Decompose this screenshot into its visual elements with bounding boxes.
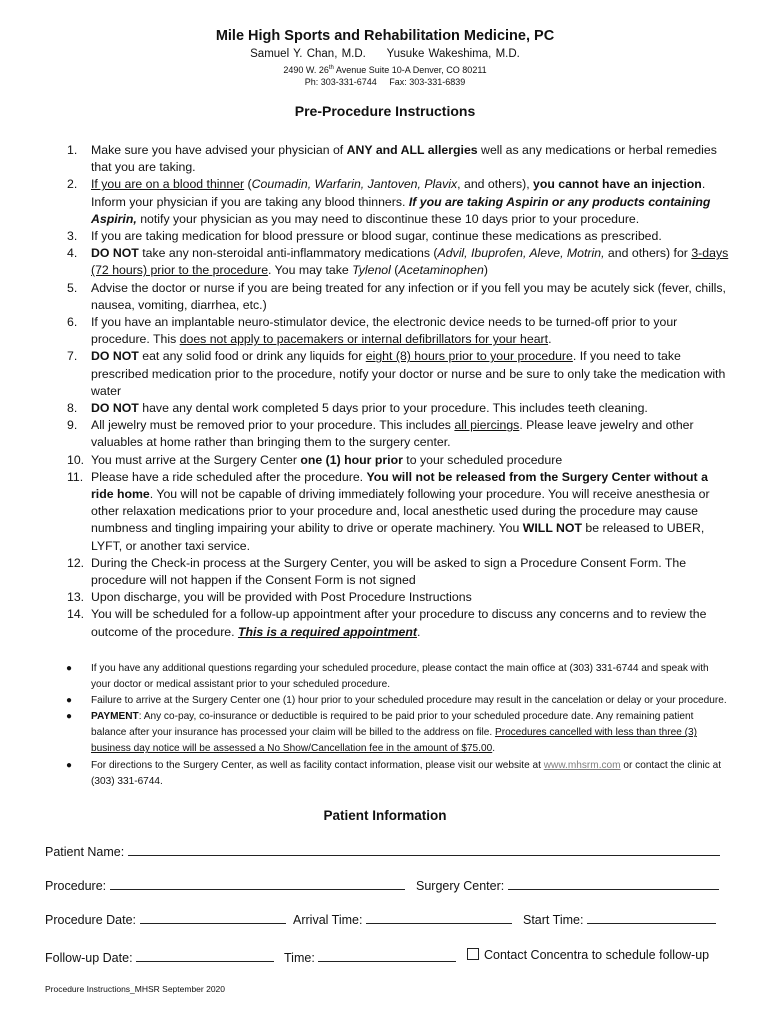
- instruction-item: [50, 400, 730, 417]
- concentra-checkbox[interactable]: [467, 948, 479, 960]
- text-run: well as any medications or herbal remedies that you are taking.: [91, 143, 717, 175]
- note-item: [50, 693, 730, 709]
- instruction-item: [50, 176, 730, 228]
- text-run: have any dental work completed 5 days prior to your procedure. This includes teeth cleaning.: [138, 401, 648, 416]
- instruction-number: 5.: [67, 280, 78, 295]
- text-run: For directions to the Surgery Center, as well as facility contact information, please visit our website at: [91, 759, 544, 771]
- text-run: . If you need to take prescribed medication prior to the procedure, notify your doctor or nurse and be sure to only take the medication with water: [91, 349, 726, 398]
- instruction-item: [50, 142, 730, 176]
- text-run: PAYMENT: [91, 711, 139, 723]
- instruction-number: 7.: [67, 349, 78, 364]
- instruction-item: [50, 228, 730, 245]
- text-run: . You will not be capable of driving immediately following your procedure. You will receive anesthesia or other relaxation medications prior to your procedure and, local anesthetic used during the procedure may cause numbness and tingling impairing your ability to drive or operate machinery. You: [91, 487, 710, 536]
- text-run: WILL NOT: [522, 521, 582, 536]
- instruction-number: 11.: [67, 469, 84, 484]
- bullet-icon: ●: [66, 711, 73, 723]
- instruction-item: [50, 555, 730, 589]
- procedure-label: Procedure:: [45, 879, 107, 893]
- instruction-item: [50, 469, 730, 555]
- text-run: Advise the doctor or nurse if you are being treated for any infection or if you fell you may be acutely sick (fever, chills, nausea, vomiting, diarrhea, etc.): [91, 280, 726, 312]
- text-run: .: [492, 743, 496, 755]
- website-link[interactable]: www.mhsrm.com: [543, 759, 621, 771]
- physician-names: Samuel Y. Chan, M.D. Yusuke Wakeshima, M.D.: [250, 48, 520, 60]
- procedure-date-field[interactable]: [140, 910, 286, 924]
- footer-text: Procedure Instructions_MHSR September 2020: [45, 984, 226, 994]
- text-run: If you have any additional questions regarding your scheduled procedure, please contact the main office at (303) 331-6744 and speak with your doctor or medical assistant prior to your scheduled procedure.: [91, 663, 709, 691]
- text-run: DO NOT: [91, 401, 139, 416]
- text-run: DO NOT: [91, 246, 139, 261]
- text-run: all piercings: [454, 418, 520, 433]
- text-run: or contact the clinic at (303) 331-6744.: [91, 759, 722, 787]
- patient-name-label: Patient Name:: [45, 845, 125, 859]
- instruction-item: [50, 245, 730, 279]
- instruction-number: 1.: [67, 143, 78, 157]
- text-run: Procedures cancelled with less than three (3) business day notice will be assessed a No Show/Cancellation fee in the amount of $75.00: [91, 727, 697, 755]
- instruction-number: 3.: [67, 229, 78, 244]
- followup-date-field[interactable]: [136, 948, 274, 962]
- text-run: This is a required appointment: [237, 624, 417, 639]
- address-ordinal-suffix: th: [328, 65, 334, 71]
- text-run: Upon discharge, you will be provided with Post Procedure Instructions: [91, 590, 472, 605]
- bullet-icon: ●: [66, 695, 73, 707]
- text-run: ANY and ALL allergies: [346, 143, 478, 157]
- text-run: Coumadin, Warfarin, Jantoven, Plavix: [251, 177, 458, 192]
- instruction-number: 9.: [67, 418, 78, 433]
- text-run: does not apply to pacemakers or internal defibrillators for your heart: [179, 332, 549, 347]
- note-item: [50, 758, 730, 790]
- text-run: DO NOT: [91, 349, 139, 364]
- time-label: Time:: [284, 951, 315, 965]
- text-run: If you are on a blood thinner: [91, 177, 245, 192]
- text-run: If you have an implantable neuro-stimulator device, the electronic device needs to be turned-off prior to your procedure. This: [91, 315, 678, 347]
- instruction-item: [50, 417, 730, 451]
- procedure-field[interactable]: [110, 876, 405, 890]
- concentra-label: Contact Concentra to schedule follow-up: [484, 948, 710, 962]
- instruction-number: 6.: [67, 315, 78, 330]
- text-run: . Inform your physician if you are taking any blood thinners.: [91, 177, 706, 209]
- text-run: eight (8) hours prior to your procedure: [365, 349, 573, 364]
- followup-date-label: Follow-up Date:: [45, 951, 133, 965]
- practice-address: 2490 W. 26th Avenue Suite 10-A Denver, CO 80211: [283, 65, 487, 75]
- text-run: . Please leave jewelry and other valuables at home rather than bringing them to the surgery center.: [91, 418, 694, 450]
- text-run: Acetaminophen: [398, 263, 484, 278]
- notes-list: [50, 661, 730, 790]
- text-run: 3-days (72 hours) prior to the procedure: [91, 246, 729, 278]
- text-run: Tylenol: [352, 263, 391, 278]
- text-run: You will not be released from the Surgery Center without a ride home: [91, 469, 708, 502]
- instruction-item: [50, 452, 730, 469]
- text-run: notify your physician as you may need to discontinue these 10 days prior to your procedure.: [136, 211, 640, 226]
- instruction-number: 10.: [67, 452, 85, 467]
- text-run: : Any co-pay, co-insurance or deductible is required to be paid prior to your scheduled procedure date. Any remaining patient balance after your insurance has processed your claim will be billed to the address on file.: [91, 711, 694, 739]
- text-run: you cannot have an injection: [533, 177, 702, 192]
- text-run: , and others),: [457, 177, 534, 192]
- instruction-number: 14.: [67, 607, 85, 622]
- instruction-item: [50, 314, 730, 348]
- instruction-item: [50, 606, 730, 640]
- arrival-time-field[interactable]: [366, 910, 512, 924]
- instruction-item: [50, 280, 730, 314]
- text-run: Failure to arrive at the Surgery Center one (1) hour prior to your scheduled procedure may result in the cancelation or delay or your procedure.: [91, 695, 727, 707]
- text-run: If you are taking Aspirin or any products containing Aspirin,: [91, 194, 711, 226]
- time-field[interactable]: [318, 948, 456, 962]
- text-run: Advil, Ibuprofen, Aleve, Motrin,: [437, 246, 605, 261]
- patient-name-field[interactable]: [128, 842, 720, 856]
- start-time-field[interactable]: [587, 910, 716, 924]
- instruction-number: 12.: [67, 555, 85, 570]
- surgery-center-label: Surgery Center:: [416, 879, 505, 893]
- instruction-item: [50, 589, 730, 606]
- text-run: Make sure you have advised your physician of: [91, 143, 347, 157]
- text-run: You must arrive at the Surgery Center: [91, 452, 301, 467]
- arrival-time-label: Arrival Time:: [293, 913, 363, 927]
- text-run: .: [416, 624, 421, 639]
- instructions-list: [50, 142, 730, 641]
- text-run: be released to UBER, LYFT, or another taxi service.: [91, 521, 705, 553]
- text-run: .: [548, 332, 552, 347]
- text-run: one (1) hour prior: [300, 452, 403, 467]
- text-run: (: [390, 263, 399, 278]
- text-run: All jewelry must be removed prior to your procedure. This includes: [91, 418, 455, 433]
- note-item: [50, 709, 730, 757]
- instruction-item: [50, 348, 730, 400]
- surgery-center-field[interactable]: [508, 876, 719, 890]
- instruction-number: 2.: [67, 177, 78, 192]
- text-run: Please have a ride scheduled after the procedure.: [91, 469, 367, 484]
- start-time-label: Start Time:: [523, 913, 584, 927]
- text-run: to your scheduled procedure: [402, 452, 563, 467]
- bullet-icon: ●: [66, 759, 73, 771]
- note-item: [50, 661, 730, 693]
- procedure-date-label: Procedure Date:: [45, 913, 137, 927]
- instruction-number: 13.: [67, 590, 85, 605]
- text-run: . You may take: [268, 263, 353, 278]
- patient-information-title: Patient Information: [323, 808, 447, 823]
- practice-name: Mile High Sports and Rehabilitation Medicine, PC: [215, 28, 555, 44]
- text-run: take any non-steroidal anti-inflammatory medications (: [138, 246, 438, 261]
- text-run: You will be scheduled for a follow-up appointment after your procedure to discuss any concerns and to review the outcome of the procedure.: [91, 607, 707, 639]
- text-run: If you are taking medication for blood pressure or blood sugar, continue these medications as prescribed.: [91, 229, 662, 244]
- text-run: ): [483, 263, 488, 278]
- instruction-number: 8.: [67, 401, 78, 416]
- text-run: (: [244, 177, 252, 192]
- bullet-icon: ●: [66, 663, 73, 674]
- text-run: eat any solid food or drink any liquids for: [138, 349, 366, 364]
- text-run: During the Check-in process at the Surgery Center, you will be asked to sign a Procedure Consent Form. The procedure will not happen if the Consent Form is not signed: [91, 555, 687, 588]
- instruction-number: 4.: [67, 246, 78, 261]
- section-title: Pre-Procedure Instructions: [294, 103, 476, 119]
- practice-phone-fax: Ph: 303-331-6744 Fax: 303-331-6839: [304, 77, 466, 87]
- text-run: and others) for: [604, 246, 692, 261]
